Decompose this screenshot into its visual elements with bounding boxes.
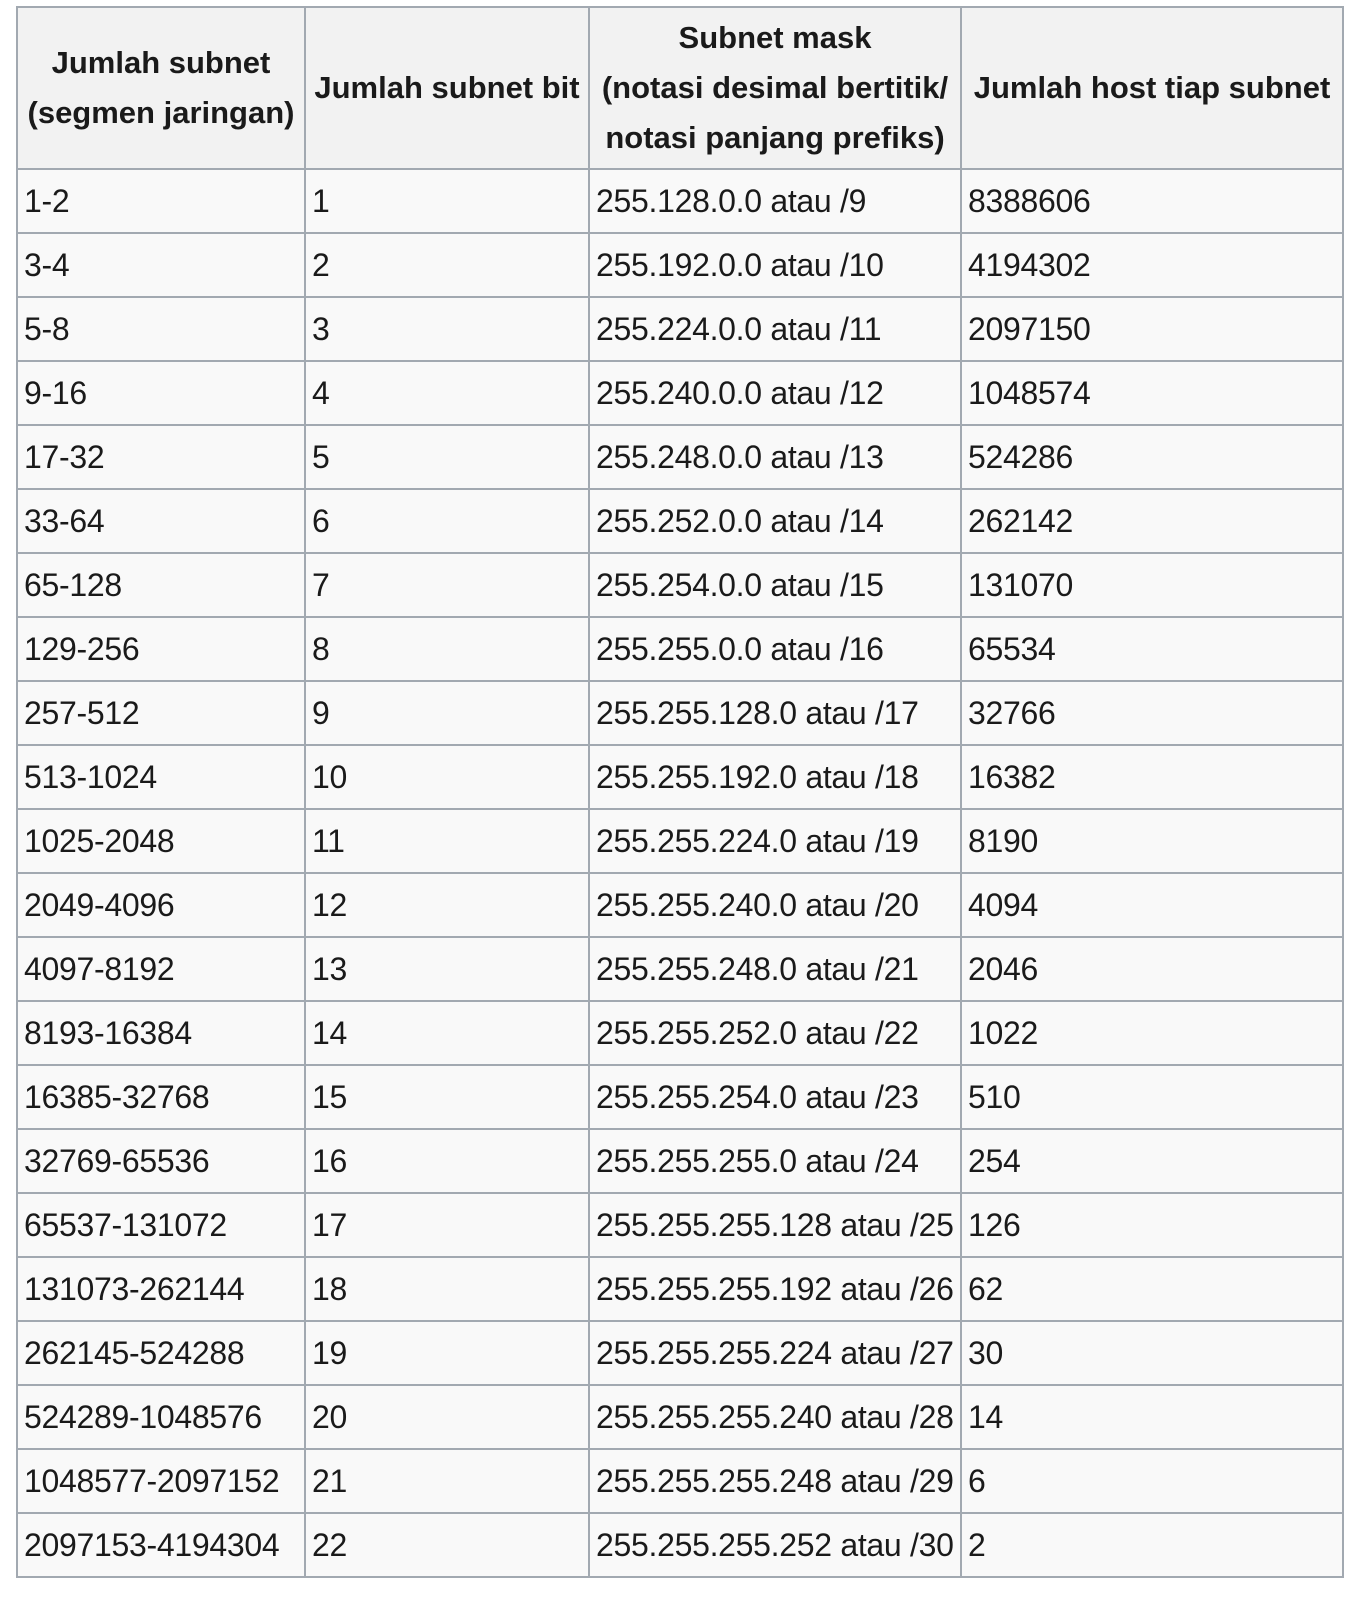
table-body <box>17 169 1343 1577</box>
cell-subnet-range: 5-8 <box>17 297 305 361</box>
cell-subnet-range: 4097-8192 <box>17 937 305 1001</box>
cell-subnet-bits: 12 <box>305 873 589 937</box>
cell-host-count: 524286 <box>961 425 1343 489</box>
cell-host-count: 14 <box>961 1385 1343 1449</box>
cell-subnet-bits: 16 <box>305 1129 589 1193</box>
cell-subnet-bits: 1 <box>305 169 589 233</box>
cell-subnet-bits: 2 <box>305 233 589 297</box>
cell-subnet-mask: 255.252.0.0 atau /14 <box>589 489 961 553</box>
cell-host-count: 1048574 <box>961 361 1343 425</box>
table-row <box>17 1513 1343 1577</box>
cell-subnet-range: 33-64 <box>17 489 305 553</box>
cell-subnet-range: 1-2 <box>17 169 305 233</box>
cell-subnet-range: 8193-16384 <box>17 1001 305 1065</box>
cell-subnet-bits: 22 <box>305 1513 589 1577</box>
cell-subnet-bits: 4 <box>305 361 589 425</box>
cell-subnet-mask: 255.255.255.252 atau /30 <box>589 1513 961 1577</box>
table-row <box>17 1129 1343 1193</box>
header-line: Jumlah subnet <box>51 45 271 80</box>
cell-subnet-bits: 20 <box>305 1385 589 1449</box>
cell-subnet-mask: 255.254.0.0 atau /15 <box>589 553 961 617</box>
cell-host-count: 65534 <box>961 617 1343 681</box>
header-jumlah-subnet-bit <box>305 7 589 169</box>
cell-subnet-range: 65-128 <box>17 553 305 617</box>
header-row <box>17 7 1343 169</box>
cell-subnet-range: 513-1024 <box>17 745 305 809</box>
cell-host-count: 254 <box>961 1129 1343 1193</box>
table-row <box>17 1449 1343 1513</box>
subnet-table <box>16 6 1344 1578</box>
subnet-table-container <box>16 6 1344 1578</box>
table-row <box>17 489 1343 553</box>
cell-host-count: 16382 <box>961 745 1343 809</box>
cell-subnet-range: 262145-524288 <box>17 1321 305 1385</box>
cell-subnet-range: 129-256 <box>17 617 305 681</box>
cell-subnet-bits: 17 <box>305 1193 589 1257</box>
cell-subnet-range: 2049-4096 <box>17 873 305 937</box>
cell-subnet-bits: 11 <box>305 809 589 873</box>
cell-subnet-bits: 8 <box>305 617 589 681</box>
cell-subnet-mask: 255.255.255.192 atau /26 <box>589 1257 961 1321</box>
cell-subnet-mask: 255.128.0.0 atau /9 <box>589 169 961 233</box>
cell-subnet-mask: 255.255.0.0 atau /16 <box>589 617 961 681</box>
table-row <box>17 745 1343 809</box>
table-row <box>17 809 1343 873</box>
cell-subnet-bits: 14 <box>305 1001 589 1065</box>
header-jumlah-subnet <box>17 7 305 169</box>
cell-host-count: 62 <box>961 1257 1343 1321</box>
cell-host-count: 8388606 <box>961 169 1343 233</box>
cell-subnet-mask: 255.255.240.0 atau /20 <box>589 873 961 937</box>
cell-subnet-mask: 255.255.128.0 atau /17 <box>589 681 961 745</box>
cell-host-count: 1022 <box>961 1001 1343 1065</box>
cell-subnet-mask: 255.255.248.0 atau /21 <box>589 937 961 1001</box>
cell-subnet-mask: 255.255.224.0 atau /19 <box>589 809 961 873</box>
cell-subnet-bits: 18 <box>305 1257 589 1321</box>
cell-host-count: 2 <box>961 1513 1343 1577</box>
cell-host-count: 8190 <box>961 809 1343 873</box>
cell-host-count: 262142 <box>961 489 1343 553</box>
cell-host-count: 6 <box>961 1449 1343 1513</box>
cell-subnet-mask: 255.192.0.0 atau /10 <box>589 233 961 297</box>
cell-host-count: 2046 <box>961 937 1343 1001</box>
cell-subnet-range: 65537-131072 <box>17 1193 305 1257</box>
header-line: (notasi desimal bertitik/ <box>601 70 949 105</box>
cell-subnet-bits: 10 <box>305 745 589 809</box>
cell-subnet-bits: 6 <box>305 489 589 553</box>
cell-subnet-range: 32769-65536 <box>17 1129 305 1193</box>
cell-subnet-mask: 255.240.0.0 atau /12 <box>589 361 961 425</box>
header-subnet-mask <box>589 7 961 169</box>
header-line: Jumlah host tiap subnet <box>973 70 1331 105</box>
cell-subnet-mask: 255.255.255.248 atau /29 <box>589 1449 961 1513</box>
cell-subnet-range: 16385-32768 <box>17 1065 305 1129</box>
cell-subnet-mask: 255.255.255.128 atau /25 <box>589 1193 961 1257</box>
cell-subnet-range: 9-16 <box>17 361 305 425</box>
cell-subnet-mask: 255.248.0.0 atau /13 <box>589 425 961 489</box>
table-row <box>17 873 1343 937</box>
cell-subnet-bits: 13 <box>305 937 589 1001</box>
table-row <box>17 425 1343 489</box>
table-row <box>17 1385 1343 1449</box>
table-header <box>17 7 1343 169</box>
cell-host-count: 126 <box>961 1193 1343 1257</box>
cell-host-count: 2097150 <box>961 297 1343 361</box>
header-jumlah-host <box>961 7 1343 169</box>
cell-subnet-range: 3-4 <box>17 233 305 297</box>
cell-subnet-range: 257-512 <box>17 681 305 745</box>
cell-subnet-mask: 255.224.0.0 atau /11 <box>589 297 961 361</box>
header-line: Subnet mask <box>678 20 872 55</box>
table-row <box>17 617 1343 681</box>
header-line: Jumlah subnet bit <box>314 70 580 105</box>
table-row <box>17 233 1343 297</box>
table-row <box>17 169 1343 233</box>
cell-host-count: 32766 <box>961 681 1343 745</box>
cell-subnet-bits: 15 <box>305 1065 589 1129</box>
cell-host-count: 30 <box>961 1321 1343 1385</box>
cell-subnet-range: 1048577-2097152 <box>17 1449 305 1513</box>
cell-subnet-range: 1025-2048 <box>17 809 305 873</box>
cell-subnet-bits: 19 <box>305 1321 589 1385</box>
table-row <box>17 681 1343 745</box>
cell-subnet-mask: 255.255.254.0 atau /23 <box>589 1065 961 1129</box>
table-row <box>17 297 1343 361</box>
cell-subnet-mask: 255.255.255.240 atau /28 <box>589 1385 961 1449</box>
cell-subnet-bits: 9 <box>305 681 589 745</box>
header-line: notasi panjang prefiks) <box>605 120 945 155</box>
cell-subnet-bits: 7 <box>305 553 589 617</box>
cell-host-count: 4194302 <box>961 233 1343 297</box>
cell-subnet-range: 131073-262144 <box>17 1257 305 1321</box>
cell-host-count: 510 <box>961 1065 1343 1129</box>
table-row <box>17 1001 1343 1065</box>
table-row <box>17 361 1343 425</box>
cell-subnet-mask: 255.255.192.0 atau /18 <box>589 745 961 809</box>
cell-subnet-bits: 5 <box>305 425 589 489</box>
cell-host-count: 131070 <box>961 553 1343 617</box>
table-row <box>17 1065 1343 1129</box>
cell-host-count: 4094 <box>961 873 1343 937</box>
cell-subnet-mask: 255.255.252.0 atau /22 <box>589 1001 961 1065</box>
cell-subnet-range: 17-32 <box>17 425 305 489</box>
table-row <box>17 1321 1343 1385</box>
table-row <box>17 1193 1343 1257</box>
table-row <box>17 553 1343 617</box>
cell-subnet-range: 2097153-4194304 <box>17 1513 305 1577</box>
cell-subnet-mask: 255.255.255.224 atau /27 <box>589 1321 961 1385</box>
cell-subnet-range: 524289-1048576 <box>17 1385 305 1449</box>
table-row <box>17 937 1343 1001</box>
cell-subnet-bits: 3 <box>305 297 589 361</box>
cell-subnet-bits: 21 <box>305 1449 589 1513</box>
header-line: (segmen jaringan) <box>27 95 295 130</box>
table-row <box>17 1257 1343 1321</box>
cell-subnet-mask: 255.255.255.0 atau /24 <box>589 1129 961 1193</box>
